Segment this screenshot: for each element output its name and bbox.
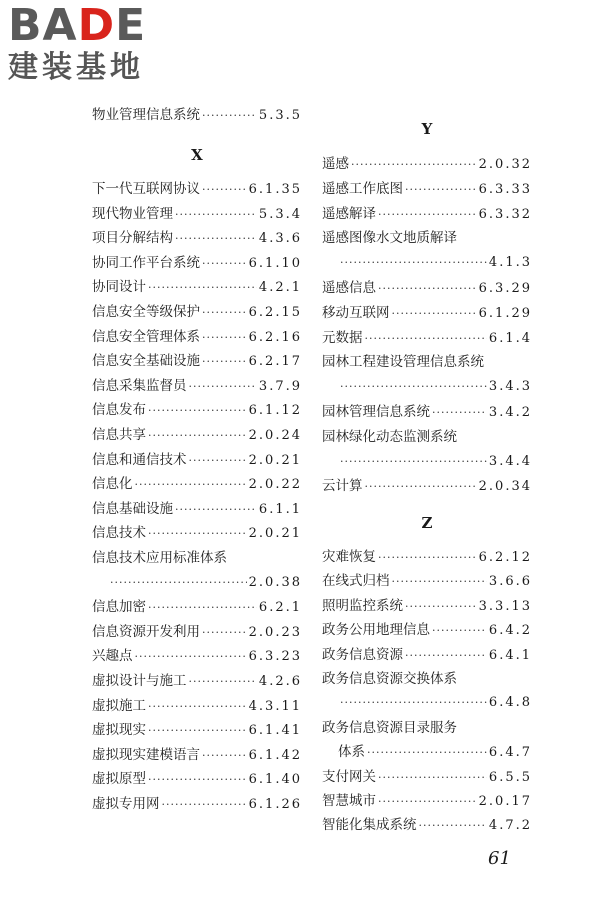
entry-clause-number: 6.2.17 xyxy=(248,354,302,370)
dot-leader xyxy=(148,425,247,447)
index-entry xyxy=(322,227,532,249)
dot-leader xyxy=(175,499,257,521)
index-entry xyxy=(322,451,532,473)
index-entry xyxy=(322,327,532,349)
entry-clause-number: 6.1.42 xyxy=(248,747,302,763)
index-entry xyxy=(322,546,532,568)
dot-leader xyxy=(135,646,247,668)
entry-clause-number: 2.0.23 xyxy=(248,624,302,640)
index-entry xyxy=(322,252,532,274)
entry-clause-number: 6.1.41 xyxy=(248,723,302,739)
index-entry xyxy=(92,178,302,200)
index-entry xyxy=(322,153,532,175)
dot-leader xyxy=(351,154,477,176)
index-entry xyxy=(92,375,302,397)
dot-leader xyxy=(340,692,487,714)
entry-clause-number: 6.3.33 xyxy=(478,181,532,197)
dot-leader xyxy=(392,303,477,325)
entry-term: 信息采集监督员 xyxy=(92,377,187,394)
entry-term: 信息技术 xyxy=(92,525,146,542)
entry-term: 遥感图像水文地质解译 xyxy=(322,230,457,247)
dot-leader xyxy=(175,228,257,250)
entry-clause-number: 3.4.4 xyxy=(488,453,532,469)
dot-leader xyxy=(405,596,477,618)
index-entry xyxy=(322,741,532,763)
dot-leader xyxy=(175,204,257,226)
entry-clause-number: 5.3.5 xyxy=(258,108,302,123)
dot-leader xyxy=(148,523,247,545)
entry-clause-number: 3.7.9 xyxy=(258,378,302,394)
index-entry xyxy=(92,547,302,569)
index-entry xyxy=(92,768,302,790)
entry-clause-number: 4.3.6 xyxy=(258,231,302,247)
dot-leader xyxy=(148,696,247,718)
entry-term: 虚拟原型 xyxy=(92,771,146,788)
entry-term: 下一代互联网协议 xyxy=(92,181,200,197)
entry-clause-number: 2.0.34 xyxy=(478,479,532,495)
index-entry xyxy=(92,104,302,126)
dot-leader xyxy=(148,720,247,742)
index-entry xyxy=(322,178,532,200)
entry-term: 支付网关 xyxy=(322,768,376,785)
index-entry xyxy=(322,351,532,373)
index-entry xyxy=(92,596,302,618)
entry-term: 园林管理信息系统 xyxy=(322,404,430,420)
entry-term: 信息技术应用标准体系 xyxy=(92,550,227,566)
index-entry xyxy=(92,424,302,446)
dot-leader xyxy=(148,400,247,422)
dot-leader xyxy=(189,671,257,693)
entry-clause-number: 4.3.11 xyxy=(248,698,302,714)
entry-term: 信息安全等级保护 xyxy=(92,304,200,320)
entry-clause-number: 4.2.6 xyxy=(258,674,302,689)
dot-leader xyxy=(202,351,247,373)
entry-term: 政务信息资源交换体系 xyxy=(322,671,457,687)
entry-clause-number: 6.1.12 xyxy=(248,403,302,419)
dot-leader xyxy=(392,571,487,593)
entry-term: 协同设计 xyxy=(92,279,146,296)
entry-term: 云计算 xyxy=(322,478,363,495)
index-entry xyxy=(322,766,532,788)
index-entry xyxy=(322,668,532,690)
dot-leader xyxy=(340,252,487,274)
dot-leader xyxy=(202,327,247,349)
section-letter-y: Y xyxy=(421,120,433,138)
entry-term: 物业管理信息系统 xyxy=(92,107,200,123)
logo-wordmark: BADE xyxy=(8,0,147,51)
index-entry xyxy=(92,621,302,643)
index-entry xyxy=(92,719,302,741)
entry-clause-number: 2.0.21 xyxy=(248,526,302,542)
entry-clause-number: 4.1.3 xyxy=(488,255,532,271)
entry-term: 虚拟现实建模语言 xyxy=(92,746,200,763)
entry-term: 遥感信息 xyxy=(322,280,376,296)
index-entry xyxy=(322,570,532,592)
dot-leader xyxy=(432,402,487,424)
entry-term: 照明监控系统 xyxy=(322,597,403,614)
entry-clause-number: 3.4.3 xyxy=(488,379,532,395)
index-entry xyxy=(92,301,302,323)
dot-leader xyxy=(405,645,487,667)
entry-clause-number: 5.3.4 xyxy=(258,206,302,222)
entry-term: 虚拟施工 xyxy=(92,697,146,714)
entry-term: 虚拟设计与施工 xyxy=(92,673,187,689)
index-entry xyxy=(322,790,532,812)
index-entry xyxy=(92,399,302,421)
entry-term: 元数据 xyxy=(322,329,363,346)
entry-term: 现代物业管理 xyxy=(92,205,173,222)
dot-leader xyxy=(378,204,477,226)
dot-leader xyxy=(378,547,477,569)
entry-clause-number: 4.7.2 xyxy=(488,818,532,834)
entry-term: 政务公用地理信息 xyxy=(322,622,430,639)
index-entry xyxy=(322,475,532,497)
entry-clause-number: 6.5.5 xyxy=(488,769,532,785)
entry-term: 信息基础设施 xyxy=(92,500,173,517)
entry-clause-number: 2.0.21 xyxy=(248,452,302,468)
entry-term: 遥感解译 xyxy=(322,205,376,222)
index-entry xyxy=(92,670,302,692)
entry-term: 智慧城市 xyxy=(322,793,376,809)
index-entry xyxy=(322,426,532,448)
entry-clause-number: 6.2.1 xyxy=(258,600,302,616)
entry-clause-number: 6.3.23 xyxy=(248,649,302,665)
entry-clause-number: 6.2.12 xyxy=(478,550,532,565)
entry-term: 移动互联网 xyxy=(322,304,390,321)
index-entry xyxy=(92,645,302,667)
index-entry xyxy=(92,744,302,766)
entry-clause-number: 6.1.40 xyxy=(248,772,302,788)
entry-clause-number: 6.1.1 xyxy=(258,501,302,517)
dot-leader xyxy=(202,745,247,767)
entry-clause-number: 6.3.29 xyxy=(478,281,532,296)
index-entry xyxy=(322,376,532,398)
entry-term: 信息化 xyxy=(92,476,133,493)
dot-leader xyxy=(148,769,247,791)
index-entry xyxy=(322,692,532,714)
entry-clause-number: 6.2.16 xyxy=(248,329,302,345)
dot-leader xyxy=(367,742,487,764)
dot-leader xyxy=(110,572,247,594)
dot-leader xyxy=(162,794,247,816)
entry-term: 灾难恢复 xyxy=(322,549,376,565)
dot-leader xyxy=(378,767,487,789)
entry-term: 园林绿化动态监测系统 xyxy=(322,428,457,445)
entry-clause-number: 3.4.2 xyxy=(488,405,532,420)
index-entry xyxy=(92,449,302,471)
entry-clause-number: 2.0.38 xyxy=(248,574,302,590)
entry-clause-number: 6.1.29 xyxy=(478,305,532,321)
dot-leader xyxy=(148,597,257,619)
dot-leader xyxy=(340,451,487,473)
entry-clause-number: 6.1.10 xyxy=(248,255,302,271)
entry-clause-number: 6.1.26 xyxy=(248,797,302,812)
dot-leader xyxy=(419,815,487,837)
index-entry xyxy=(92,522,302,544)
index-entry xyxy=(322,595,532,617)
entry-term: 兴趣点 xyxy=(92,648,133,665)
entry-term: 项目分解结构 xyxy=(92,230,173,247)
entry-clause-number: 2.0.17 xyxy=(478,794,532,809)
entry-clause-number: 6.4.8 xyxy=(488,695,532,711)
entry-clause-number: 6.1.35 xyxy=(248,182,302,197)
entry-clause-number: 6.4.2 xyxy=(488,623,532,639)
entry-clause-number: 6.4.7 xyxy=(488,745,532,761)
dot-leader xyxy=(202,622,247,644)
index-entry xyxy=(92,695,302,717)
entry-clause-number: 6.2.15 xyxy=(248,305,302,320)
dot-leader xyxy=(148,277,257,299)
entry-term: 信息加密 xyxy=(92,599,146,616)
dot-leader xyxy=(189,450,247,472)
dot-leader xyxy=(202,179,247,201)
entry-term: 信息安全管理体系 xyxy=(92,328,200,345)
dot-leader xyxy=(378,278,477,300)
logo-chinese-text: 建装基地 xyxy=(8,50,144,85)
index-entry xyxy=(92,276,302,298)
entry-term: 信息共享 xyxy=(92,427,146,443)
entry-term: 信息资源开发利用 xyxy=(92,623,200,640)
entry-term: 协同工作平台系统 xyxy=(92,254,200,271)
entry-clause-number: 6.3.32 xyxy=(478,206,532,222)
entry-term: 智能化集成系统 xyxy=(322,817,417,834)
entry-clause-number: 2.0.32 xyxy=(478,157,532,172)
dot-leader xyxy=(405,179,477,201)
entry-term: 体系 xyxy=(338,744,365,761)
entry-term: 园林工程建设管理信息系统 xyxy=(322,354,484,371)
entry-term: 信息安全基础设施 xyxy=(92,353,200,370)
index-entry xyxy=(322,717,532,739)
page-number: 61 xyxy=(488,848,511,869)
entry-clause-number: 3.6.6 xyxy=(488,574,532,590)
entry-term: 虚拟专用网 xyxy=(92,796,160,812)
index-entry xyxy=(322,203,532,225)
entry-term: 信息和通信技术 xyxy=(92,451,187,468)
dot-leader xyxy=(135,474,247,496)
entry-term: 政务信息资源 xyxy=(322,646,403,663)
index-entry xyxy=(92,473,302,495)
entry-term: 遥感 xyxy=(322,156,349,172)
index-entry xyxy=(92,498,302,520)
index-entry xyxy=(322,814,532,836)
dot-leader xyxy=(202,105,257,127)
index-entry xyxy=(92,203,302,225)
entry-clause-number: 2.0.24 xyxy=(248,428,302,443)
entry-term: 政务信息资源目录服务 xyxy=(322,719,457,736)
entry-term: 在线式归档 xyxy=(322,573,390,590)
dot-leader xyxy=(189,376,257,398)
index-entry xyxy=(92,350,302,372)
entry-term: 遥感工作底图 xyxy=(322,180,403,197)
entry-clause-number: 6.4.1 xyxy=(488,647,532,663)
bade-logo xyxy=(8,0,178,94)
entry-term: 虚拟现实 xyxy=(92,722,146,739)
index-entry xyxy=(92,326,302,348)
index-entry xyxy=(92,793,302,815)
index-entry xyxy=(322,644,532,666)
entry-clause-number: 3.3.13 xyxy=(478,598,532,614)
entry-clause-number: 2.0.22 xyxy=(248,477,302,493)
index-entry xyxy=(92,252,302,274)
dot-leader xyxy=(432,620,487,642)
dot-leader xyxy=(202,253,247,275)
index-entry xyxy=(322,277,532,299)
index-entry xyxy=(92,227,302,249)
index-entry xyxy=(322,401,532,423)
index-entry xyxy=(322,619,532,641)
entry-term: 信息发布 xyxy=(92,402,146,419)
entry-clause-number: 4.2.1 xyxy=(258,280,302,296)
index-entry xyxy=(322,302,532,324)
dot-leader xyxy=(202,302,247,324)
dot-leader xyxy=(340,376,487,398)
section-letter-x: X xyxy=(191,146,203,164)
section-letter-z: Z xyxy=(421,514,433,532)
dot-leader xyxy=(365,476,477,498)
entry-clause-number: 6.1.4 xyxy=(488,330,532,346)
dot-leader xyxy=(378,791,477,813)
dot-leader xyxy=(365,328,487,350)
index-entry xyxy=(92,572,302,594)
